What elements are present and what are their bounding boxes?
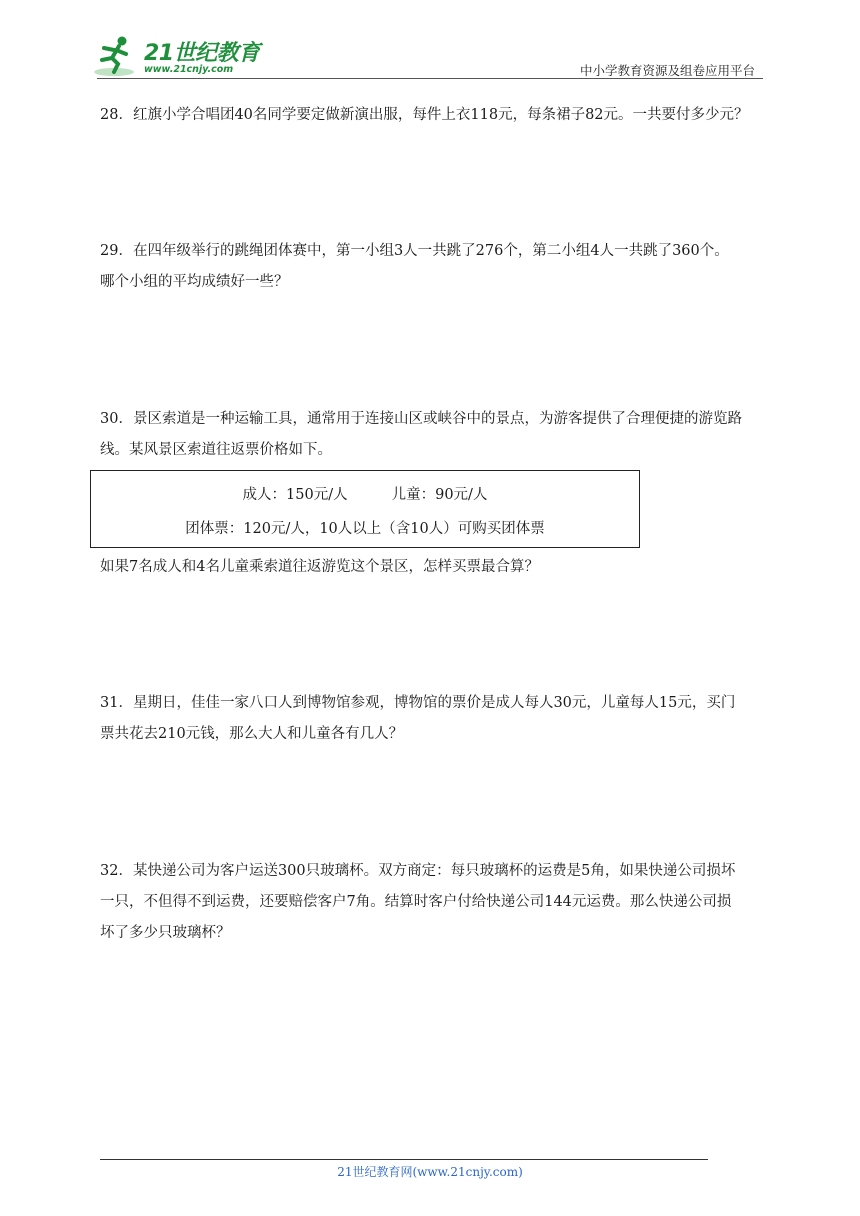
runner-logo-icon	[92, 34, 142, 78]
question-line: 31．星期日，佳佳一家八口人到博物馆参观，博物馆的票价是成人每人30元，儿童每人15元，买门	[100, 695, 736, 711]
header-divider	[97, 78, 763, 79]
logo-url: www.21cnjy.com	[144, 64, 234, 75]
question-30-follow-up	[100, 552, 766, 583]
question-line: 票共花去210元钱，那么大人和儿童各有几人？	[100, 726, 404, 742]
logo-text: 21世纪教育	[144, 41, 260, 66]
platform-name: 中小学教育资源及组卷应用平台	[579, 63, 755, 78]
group-price: 团体票：120元/人，10人以上（含10人）可购买团体票	[185, 521, 545, 537]
question-line: 坏了多少只玻璃杯？	[100, 925, 231, 941]
price-row-individual	[91, 483, 639, 504]
question-32	[100, 856, 766, 949]
question-line: 32．某快递公司为客户运送300只玻璃杯。双方商定：每只玻璃杯的运费是5角，如果快递公司损坏	[100, 863, 736, 879]
question-line: 30．景区索道是一种运输工具，通常用于连接山区或峡谷中的景点，为游客提供了合理便捷的游览路	[100, 411, 742, 427]
question-number: 30．	[100, 411, 133, 427]
question-line: 一只，不但得不到运费，还要赔偿客户7角。结算时客户付给快递公司144元运费。那么快递公司损	[100, 894, 732, 910]
footer-link[interactable]: 21世纪教育网(www.21cnjy.com)	[337, 1165, 523, 1179]
question-31	[100, 688, 766, 750]
question-number: 28．	[100, 107, 133, 123]
footer-divider	[100, 1159, 708, 1160]
adult-price: 成人：150元/人	[242, 487, 348, 503]
question-line: 28．红旗小学合唱团40名同学要定做新演出服，每件上衣118元，每条裙子82元。一共要付多少元？	[100, 107, 749, 123]
site-logo	[92, 34, 262, 78]
question-number: 31．	[100, 695, 133, 711]
question-29	[100, 236, 766, 298]
ticket-price-box	[90, 470, 640, 548]
question-line: 29．在四年级举行的跳绳团体赛中，第一小组3人一共跳了276个，第二小组4人一共跳了360个。	[100, 243, 729, 259]
question-number: 32．	[100, 863, 133, 879]
question-28	[100, 100, 766, 131]
question-number: 29．	[100, 243, 133, 259]
question-line: 线。某风景区索道往返票价格如下。	[100, 442, 332, 458]
question-line: 如果7名成人和4名儿童乘索道往返游览这个景区，怎样买票最合算？	[100, 559, 539, 575]
child-price: 儿童：90元/人	[391, 487, 488, 503]
question-line: 哪个小组的平均成绩好一些？	[100, 274, 289, 290]
question-30	[100, 404, 766, 466]
